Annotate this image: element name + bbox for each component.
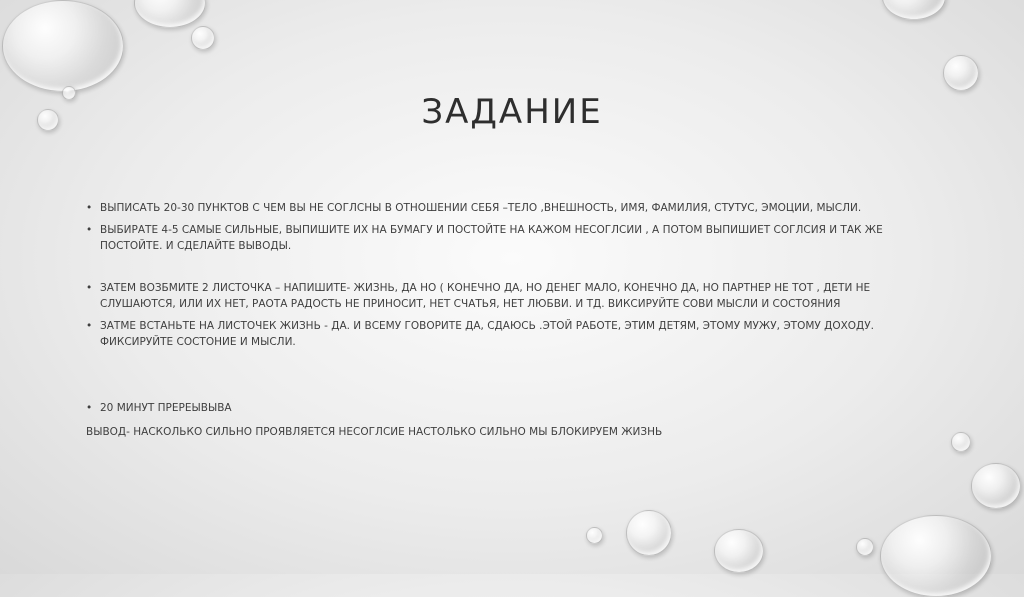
bullet: • [86,202,93,214]
list-item-text: ВЫБИРАТЕ 4-5 САМЫЕ СИЛЬНЫЕ, ВЫПИШИТЕ ИХ НА БУМАГУ И ПОСТОЙТЕ НА КАЖОМ НЕСОГЛСИИ , А ПОТОМ ВЫПИШИЕТ СОГЛСИЯ И ТАК ЖЕ ПОСТОЙТЕ. И СДЕЛАЙТЕ ВЫВОДЫ. [100,224,883,252]
water-drop-decoration [971,463,1021,509]
water-drop-decoration [626,510,672,556]
slide-title: ЗАДАНИЕ [421,92,603,132]
bullet: • [86,282,93,294]
list-item-text: ЗАТЕМ ВОЗБМИТЕ 2 ЛИСТОЧКА – НАПИШИТЕ- ЖИЗНЬ, ДА НО ( КОНЕЧНО ДА, НО ДЕНЕГ МАЛО, КОНЕЧНО ДА, НО ПАРТНЕР НЕ ТОТ , ДЕТИ НЕ СЛУШАЮТСЯ, ИЛИ ИХ НЕТ, РАОТА РАДОСТЬ НЕ ПРИНОСИТ, НЕТ СЧАТЬЯ, НЕТ ЛЮБВИ. И ТД. ВИКСИРУЙТЕ СОВИ МЫСЛИ И СОСТОЯНИЯ [100,282,871,310]
water-drop-decoration [714,529,764,573]
list-item [86,400,946,416]
list-item-text: 20 МИНУТ ПРЕРЕЫВЫВА [100,402,232,414]
water-drop-decoration [191,26,215,50]
list-item [86,318,946,350]
task-list [86,200,946,440]
water-drop-decoration [880,515,992,597]
list-item [86,200,946,216]
water-drop-decoration [951,432,971,452]
water-drop-decoration [134,0,206,28]
bullet: • [86,224,93,236]
bullet: • [86,320,93,332]
conclusion-text: ВЫВОД- НАСКОЛЬКО СИЛЬНО ПРОЯВЛЯЕТСЯ НЕСОГЛСИЕ НАСТОЛЬКО СИЛЬНО МЫ БЛОКИРУЕМ ЖИЗНЬ [86,426,663,438]
list-item-text: ЗАТМЕ ВСТАНЬТЕ НА ЛИСТОЧЕК ЖИЗНЬ - ДА. И ВСЕМУ ГОВОРИТЕ ДА, СДАЮСЬ .ЭТОЙ РАБОТЕ, ЭТИМ ДЕТЯМ, ЭТОМУ МУЖУ, ЭТОМУ ДОХОДУ. ФИКСИРУЙТЕ СОСТОНИЕ И МЫСЛИ. [100,320,874,348]
water-drop-decoration [2,0,124,92]
bullet: • [86,402,93,414]
list-item [86,280,946,312]
list-item-text: ВЫПИСАТЬ 20-30 ПУНКТОВ С ЧЕМ ВЫ НЕ СОГЛСНЫ В ОТНОШЕНИИ СЕБЯ –ТЕЛО ,ВНЕШНОСТЬ, ИМЯ, ФАМИЛИЯ, СТУТУС, ЭМОЦИИ, МЫСЛИ. [100,202,862,214]
water-drop-decoration [586,527,603,544]
list-item [86,222,946,254]
water-drop-decoration [882,0,946,20]
water-drop-decoration [856,538,874,556]
water-drop-decoration [943,55,979,91]
